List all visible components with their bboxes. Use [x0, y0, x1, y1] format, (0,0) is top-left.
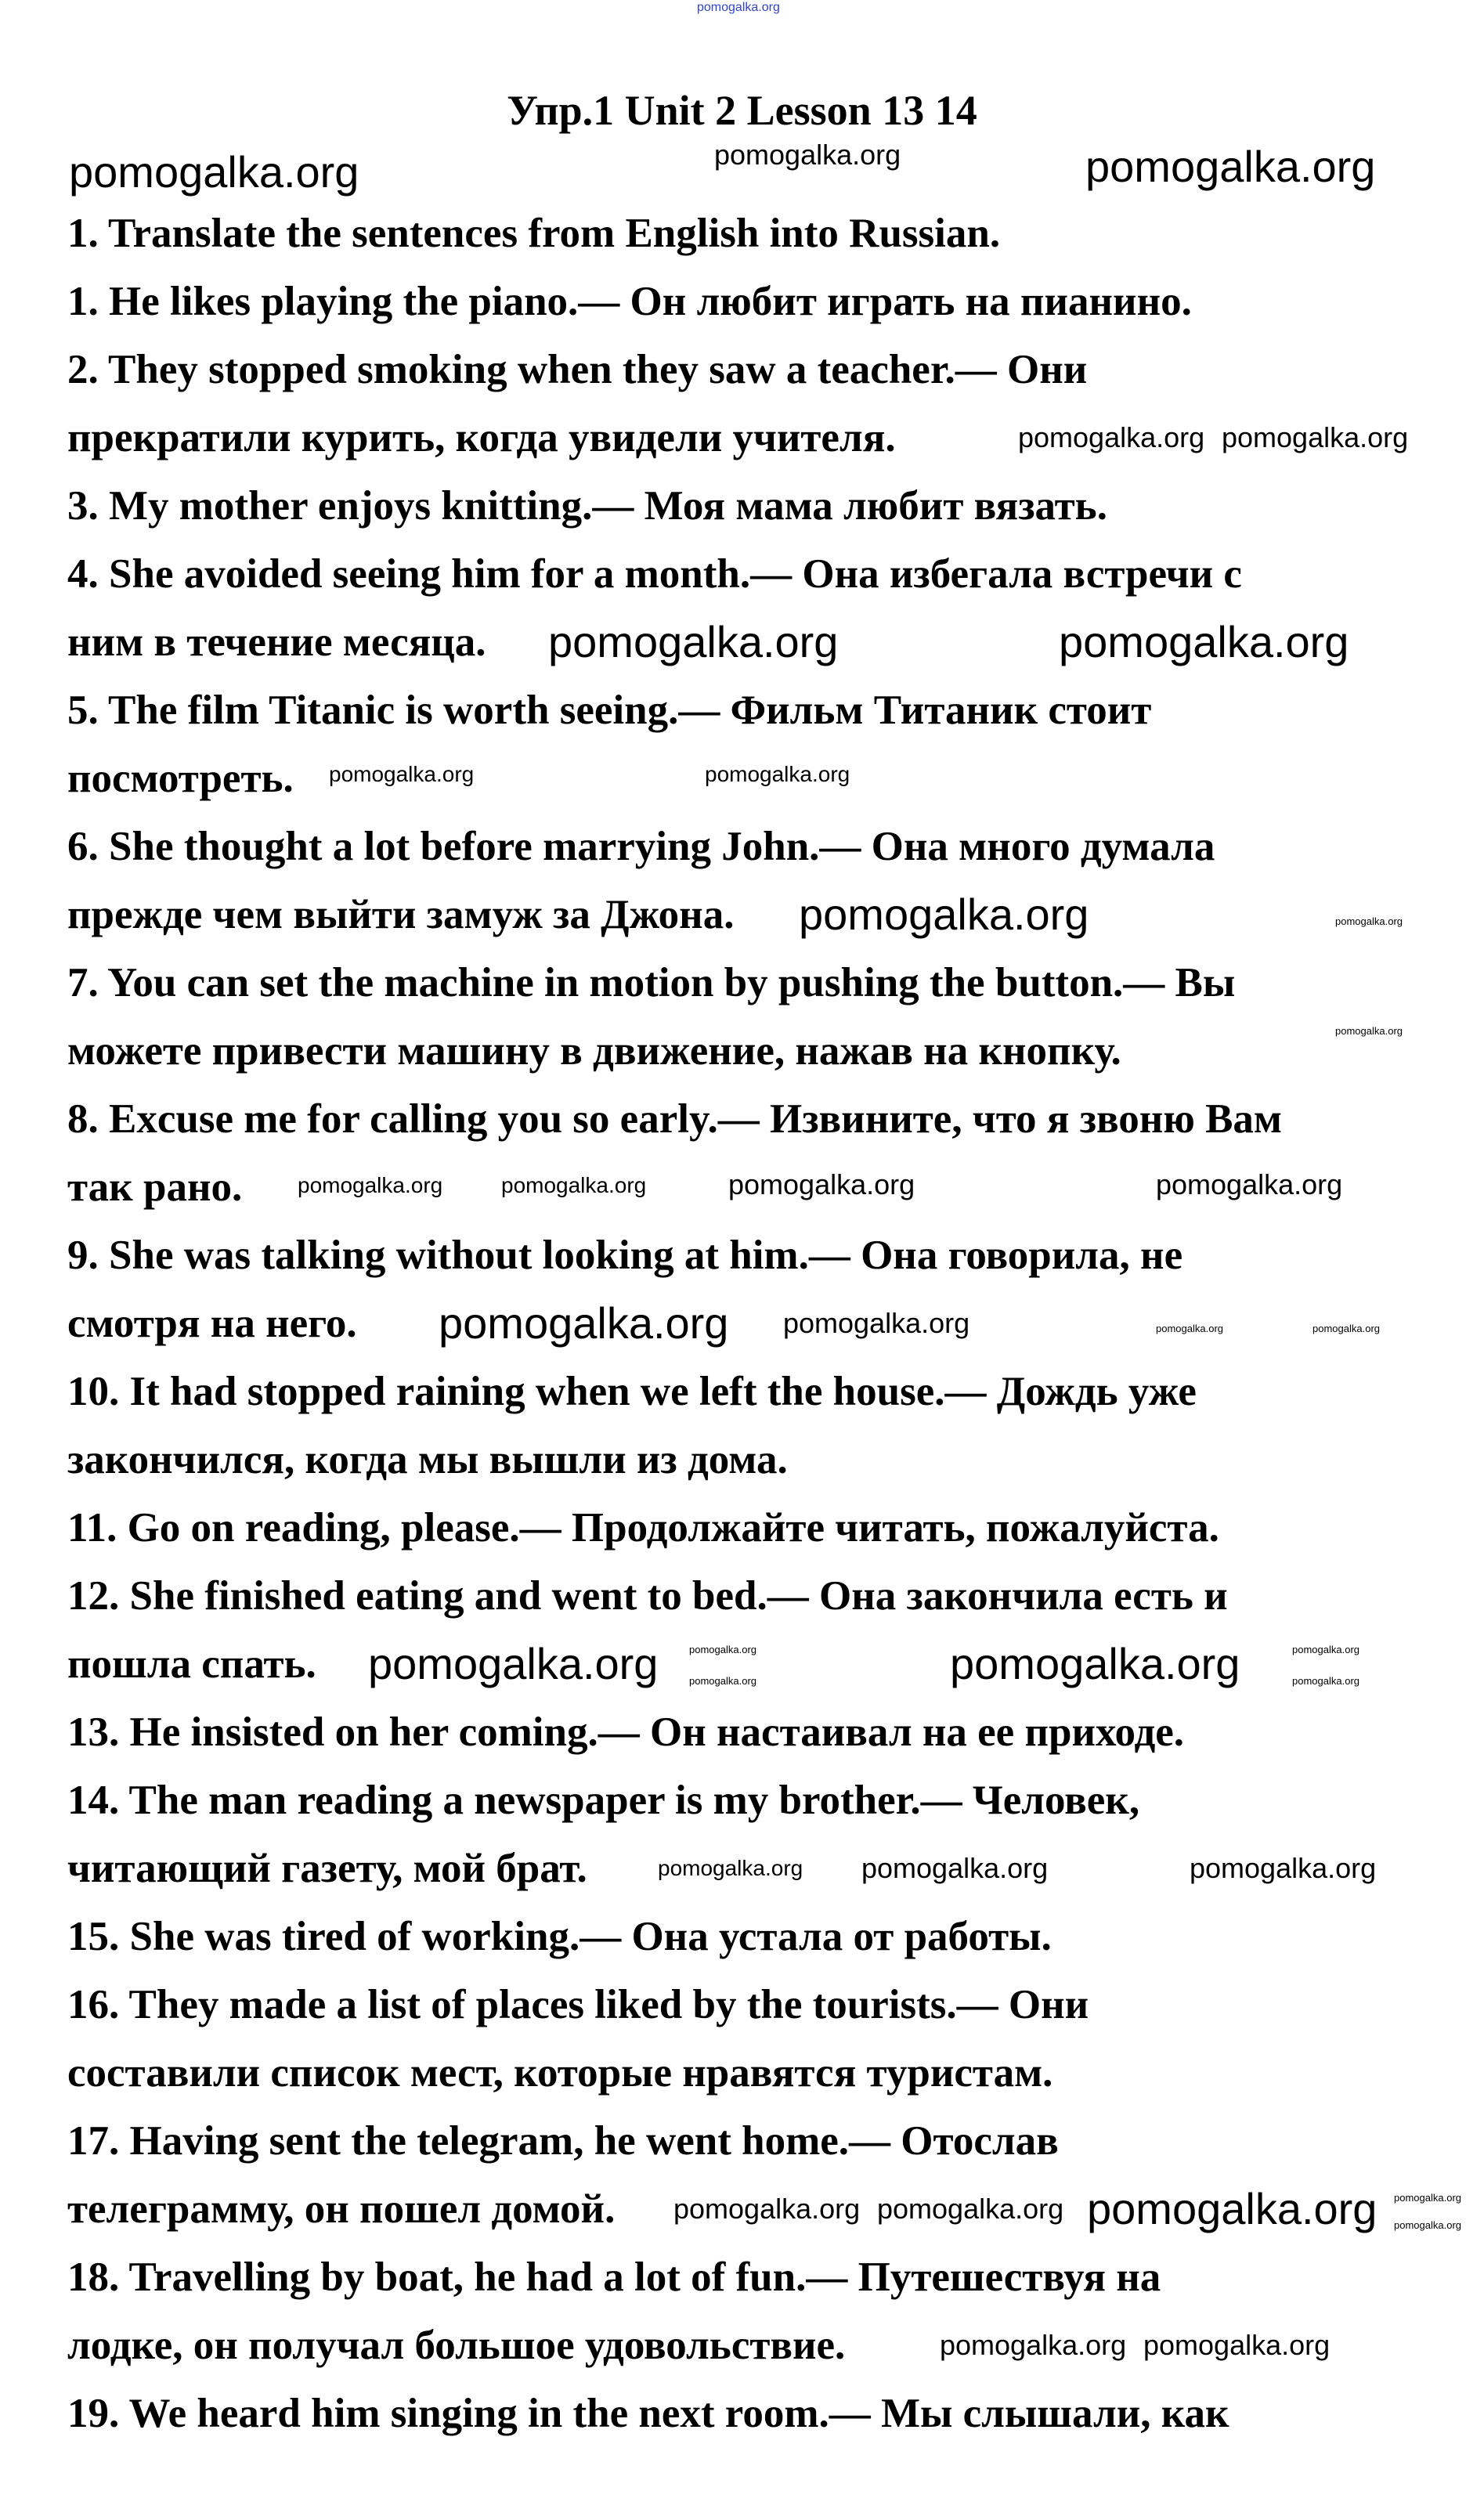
translation-item [67, 1562, 1477, 1699]
translation-line: прекратили курить, когда увидели учителя. [67, 415, 896, 460]
translation-line: 2. They stopped smoking when they saw a teacher.— Они [67, 347, 1088, 392]
watermark-text: pomogalka.org [799, 890, 1089, 939]
watermark-text: pomogalka.org [950, 1639, 1240, 1688]
translation-item [67, 2380, 1477, 2448]
translation-line: так рано. [67, 1164, 243, 1210]
translation-line: ним в течение месяца. [67, 619, 486, 665]
translation-item [67, 1971, 1477, 2107]
watermark-text: pomogalka.org [1335, 1025, 1403, 1037]
translation-line: 16. They made a list of places liked by the tourists.— Они [67, 1982, 1089, 2027]
translation-line: прежде чем выйти замуж за Джона. [67, 892, 735, 937]
translation-line: лодке, он получал большое удовольствие. [67, 2323, 846, 2368]
translation-line: 1. He likes playing the piano.— Он любит играть на пианино. [67, 279, 1192, 324]
translation-line: посмотреть. [67, 756, 294, 801]
watermark-text: pomogalka.org [658, 1856, 803, 1880]
translation-line: 14. The man reading a newspaper is my brother.— Человек, [67, 1778, 1140, 1823]
translation-item [67, 1494, 1477, 1562]
watermark-text: pomogalka.org [548, 617, 839, 666]
watermark-text: pomogalka.org [689, 1675, 756, 1687]
watermark-text: pomogalka.org [501, 1173, 647, 1197]
translation-line: закончился, когда мы вышли из дома. [67, 1437, 788, 1482]
watermark-text: pomogalka.org [1394, 2192, 1461, 2204]
translation-item [67, 1903, 1477, 1971]
watermark-text: pomogalka.org [329, 762, 475, 786]
watermark-text: pomogalka.org [940, 2329, 1127, 2361]
translation-line: читающий газету, мой брат. [67, 1846, 587, 1891]
translation-line: 17. Having sent the telegram, he went home.— Отослав [67, 2118, 1059, 2164]
watermark-text: pomogalka.org [1312, 1323, 1380, 1334]
translation-item [67, 949, 1477, 1085]
translation-line: пошла спать. [67, 1641, 316, 1687]
watermark-text: pomogalka.org [1190, 1852, 1377, 1884]
exercise-content [67, 200, 1477, 2448]
watermark-text: pomogalka.org [1292, 1675, 1359, 1687]
translation-item [67, 1358, 1477, 1494]
translation-line: 13. He insisted on her coming.— Он настаивал на ее приходе. [67, 1709, 1185, 1755]
watermark-text: pomogalka.org [673, 2193, 861, 2225]
watermark-text: pomogalka.org [1335, 915, 1403, 927]
watermark-text: pomogalka.org [1394, 2219, 1461, 2231]
translation-item [67, 677, 1477, 813]
watermark-text: pomogalka.org [298, 1173, 443, 1197]
translation-line: 11. Go on reading, please.— Продолжайте читать, пожалуйста. [67, 1505, 1219, 1551]
watermark-text: pomogalka.org [1292, 1644, 1359, 1655]
watermark-text: pomogalka.org [783, 1307, 970, 1339]
translation-line: составили список мест, которые нравятся туристам. [67, 2050, 1053, 2096]
header-watermark-link[interactable]: pomogalka.org [697, 1, 780, 14]
translation-line: 18. Travelling by boat, he had a lot of fun.— Путешествуя на [67, 2254, 1161, 2300]
watermark-text: pomogalka.org [728, 1168, 915, 1200]
watermark-text: pomogalka.org [1018, 421, 1205, 453]
translation-item [67, 472, 1477, 540]
translation-line: 15. She was tired of working.— Она устала от работы. [67, 1914, 1052, 1959]
translation-line: телеграмму, он пошел домой. [67, 2186, 616, 2232]
watermark-text: pomogalka.org [368, 1639, 659, 1688]
translation-line: 19. We heard him singing in the next room.— Мы слышали, как [67, 2391, 1229, 2436]
translation-item [67, 1085, 1477, 1222]
watermark-text: pomogalka.org [705, 762, 850, 786]
translation-line: можете привести машину в движение, нажав на кнопку. [67, 1028, 1121, 1074]
translation-line: 10. It had stopped raining when we left the house.— Дождь уже [67, 1369, 1197, 1414]
translation-item [67, 1222, 1477, 1358]
translation-line: 8. Excuse me for calling you so early.— Извините, что я звоню Вам [67, 1096, 1283, 1142]
translation-line: 7. You can set the machine in motion by pushing the button.— Вы [67, 960, 1236, 1005]
translation-line: смотря на него. [67, 1301, 357, 1346]
translation-item [67, 1699, 1477, 1767]
watermark-text: pomogalka.org [877, 2193, 1064, 2225]
translation-line: 9. She was talking without looking at him.— Она говорила, не [67, 1233, 1183, 1278]
watermark-text: pomogalka.org [1087, 2184, 1377, 2233]
watermark-text: pomogalka.org [1143, 2329, 1331, 2361]
watermark-text: pomogalka.org [1085, 142, 1376, 191]
watermark-text: pomogalka.org [714, 139, 901, 171]
watermark-text: pomogalka.org [1059, 617, 1349, 666]
watermark-text: pomogalka.org [1222, 421, 1409, 453]
watermark-text: pomogalka.org [1156, 1323, 1223, 1334]
watermark-text: pomogalka.org [439, 1298, 729, 1348]
translation-line: 12. She finished eating and went to bed.— Она закончила есть и [67, 1573, 1228, 1619]
watermark-text: pomogalka.org [689, 1644, 756, 1655]
exercise-instruction: 1. Translate the sentences from English into Russian. [67, 211, 1001, 256]
translation-item [67, 268, 1477, 336]
translation-line: 4. She avoided seeing him for a month.— Она избегала встречи с [67, 551, 1242, 597]
translation-item [67, 813, 1477, 949]
page-title: Упр.1 Unit 2 Lesson 13 14 [507, 87, 977, 134]
watermark-text: pomogalka.org [69, 147, 359, 197]
watermark-text: pomogalka.org [861, 1852, 1049, 1884]
translation-line: 6. She thought a lot before marrying John.— Она много думала [67, 824, 1215, 869]
watermark-text: pomogalka.org [1156, 1168, 1343, 1200]
translation-line: 3. My mother enjoys knitting.— Моя мама любит вязать. [67, 483, 1107, 529]
translation-line: 5. The film Titanic is worth seeing.— Фильм Титаник стоит [67, 688, 1152, 733]
